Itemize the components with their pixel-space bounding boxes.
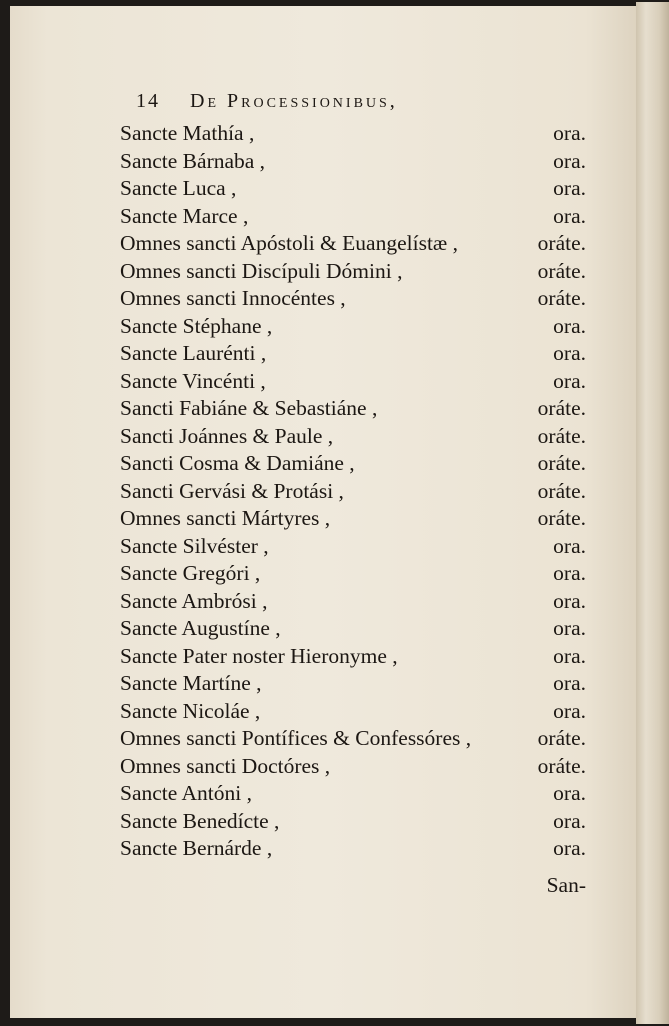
response-text: oráte.	[537, 396, 586, 420]
litany-line	[120, 478, 586, 505]
response-text: ora.	[553, 313, 586, 338]
invocation-text: Sancti Fabiáne & Sebastiáne ,	[120, 396, 378, 420]
litany-line	[120, 285, 586, 312]
litany-line	[120, 560, 586, 587]
page-edge	[636, 2, 669, 1024]
litany-line	[120, 753, 586, 780]
response-text: ora.	[553, 368, 586, 393]
response-text: ora.	[553, 533, 586, 558]
response-text: ora.	[553, 643, 586, 668]
chapter-title: De Processionibus,	[190, 90, 398, 112]
litany-line	[120, 780, 586, 807]
response-text: ora.	[553, 176, 586, 200]
response-text: ora.	[553, 561, 586, 585]
invocation-text: Sancte Luca ,	[120, 176, 237, 200]
invocation-text: Sancte Bernárde ,	[120, 836, 273, 860]
litany-line	[120, 450, 586, 477]
invocation-text: Sancti Cosma & Damiáne ,	[120, 451, 355, 475]
litany-line	[120, 615, 586, 642]
invocation-text: Sancte Benedícte ,	[120, 808, 280, 833]
invocation-text: Omnes sancti Doctóres ,	[120, 753, 331, 778]
invocation-text: Sancte Vincénti ,	[120, 368, 266, 393]
invocation-text: Sancti Gervási & Protási ,	[120, 478, 344, 503]
litany-line	[120, 588, 586, 615]
response-text: ora.	[553, 836, 586, 860]
response-text: ora.	[553, 341, 586, 365]
response-text: oráte.	[537, 286, 586, 310]
invocation-text: Sancte Pater noster Hieronyme ,	[120, 643, 398, 668]
response-text: ora.	[553, 588, 586, 613]
invocation-text: Sancte Silvéster ,	[120, 533, 269, 558]
invocation-text: Sancte Gregóri ,	[120, 561, 261, 585]
litany-line	[120, 230, 586, 257]
invocation-text: Sancti Joánnes & Paule ,	[120, 423, 334, 448]
invocation-text: Omnes sancti Innocéntes ,	[120, 286, 346, 310]
litany-line	[120, 175, 586, 202]
invocation-text: Sancte Martíne ,	[120, 671, 262, 695]
litany-line	[120, 698, 586, 725]
invocation-text: Sancte Nicoláe ,	[120, 698, 261, 723]
litany-line	[120, 533, 586, 560]
response-text: oráte.	[537, 506, 586, 530]
response-text: ora.	[553, 698, 586, 723]
litany-line	[120, 340, 586, 367]
litany-line	[120, 725, 586, 752]
invocation-text: Sancte Augustíne ,	[120, 616, 281, 640]
invocation-text: Sancte Ambrósi ,	[120, 588, 268, 613]
response-text: oráte.	[537, 451, 586, 475]
litany-line	[120, 203, 586, 230]
response-text: ora.	[553, 616, 586, 640]
response-text: oráte.	[537, 231, 586, 255]
invocation-text: Sancte Antóni ,	[120, 781, 252, 805]
response-text: ora.	[553, 808, 586, 833]
catchword: San-	[546, 873, 586, 897]
response-text: oráte.	[537, 423, 586, 448]
litany-line	[120, 670, 586, 697]
invocation-text: Omnes sancti Mártyres ,	[120, 506, 331, 530]
response-text: ora.	[553, 203, 586, 228]
litany-line	[120, 835, 586, 862]
invocation-text: Omnes sancti Discípuli Dómini ,	[120, 258, 403, 283]
litany-line	[120, 258, 586, 285]
invocation-text: Sancte Stéphane ,	[120, 313, 273, 338]
page-number: 14	[136, 90, 160, 112]
response-text: oráte.	[537, 478, 586, 503]
response-text: ora.	[553, 121, 586, 145]
invocation-text: Sancte Laurénti ,	[120, 341, 267, 365]
response-text: oráte.	[537, 726, 586, 750]
response-text: ora.	[553, 148, 586, 173]
litany-line	[120, 395, 586, 422]
litany-line	[120, 643, 586, 670]
litany-line	[120, 423, 586, 450]
litany-line	[120, 808, 586, 835]
invocation-text: Sancte Bárnaba ,	[120, 148, 266, 173]
invocation-text: Sancte Mathía ,	[120, 121, 255, 145]
response-text: ora.	[553, 671, 586, 695]
response-text: oráte.	[537, 258, 586, 283]
litany-line	[120, 148, 586, 175]
litany-line	[120, 120, 586, 147]
litany-line	[120, 313, 586, 340]
running-head	[136, 90, 576, 116]
response-text: oráte.	[537, 753, 586, 778]
response-text: ora.	[553, 781, 586, 805]
invocation-text: Omnes sancti Pontífices & Confessóres ,	[120, 726, 472, 750]
invocation-text: Omnes sancti Apóstoli & Euangelístæ ,	[120, 231, 459, 255]
invocation-text: Sancte Marce ,	[120, 203, 249, 228]
litany-line	[120, 368, 586, 395]
litany-line	[120, 505, 586, 532]
